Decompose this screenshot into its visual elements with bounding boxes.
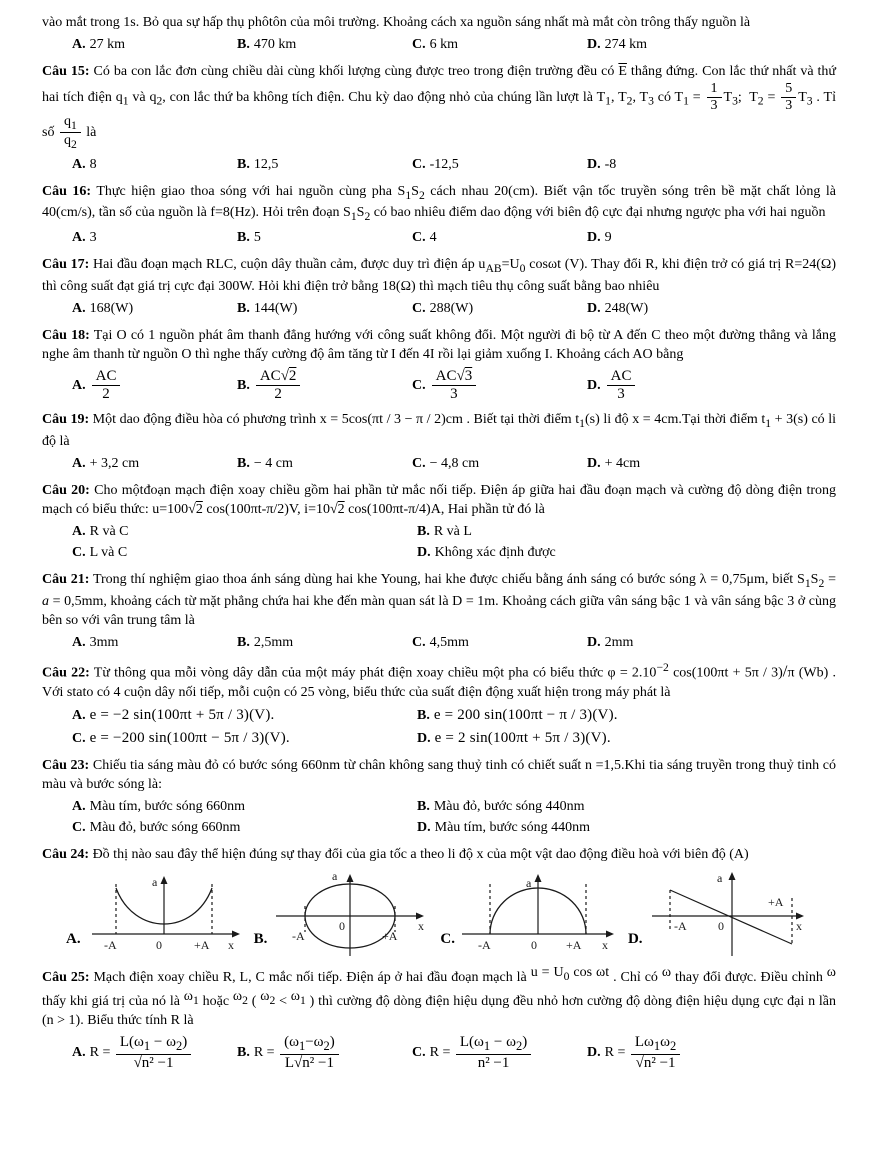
option-letter: A.: [72, 230, 86, 245]
option-letter: B.: [237, 455, 250, 471]
option-letter: D.: [417, 730, 431, 746]
option-C: [412, 34, 587, 55]
option-D: [417, 542, 836, 563]
option-letter: D.: [587, 37, 601, 53]
graph-axis-label: -A: [292, 929, 306, 944]
graph-axis-label: 0: [339, 919, 346, 934]
option-letter: C.: [412, 377, 426, 393]
graph-axis-label: a: [525, 876, 532, 891]
graph-option-A: [56, 870, 244, 956]
option-letter: A.: [72, 37, 86, 53]
option-text: 2,5mm: [253, 634, 294, 650]
option-text: $\frac{AC}{2}$: [90, 378, 123, 393]
graph-axis-label: x: [795, 919, 802, 934]
options-row: [42, 521, 836, 563]
question-15: [42, 62, 836, 175]
graph-axis-label: +A: [767, 895, 783, 910]
option-letter: B.: [417, 524, 430, 539]
option-letter: A.: [72, 455, 86, 471]
graph-option-B: [244, 870, 431, 956]
question-number: Câu 23:: [42, 758, 90, 774]
option-text: R = $\frac{L(\omega_1 - \omega_2)}{\text{n² −1}}$: [430, 1045, 534, 1060]
option-letter: B.: [237, 377, 250, 393]
graph-axis-label: 0: [155, 938, 162, 953]
option-letter: B.: [417, 708, 430, 724]
option-A: [72, 227, 237, 248]
option-text: e = −200 sin(100πt − 5π / 3)(V).: [89, 729, 290, 746]
option-text: L và C: [89, 545, 128, 560]
option-text: 12,5: [253, 156, 279, 172]
question-20: [42, 481, 836, 563]
option-text: 2mm: [604, 634, 634, 650]
graph-axis-label: x: [418, 919, 425, 934]
option-C: [72, 542, 417, 563]
option-A: [72, 298, 237, 319]
question-number: Câu 18:: [42, 327, 90, 343]
answer-graphs-row: [42, 870, 836, 956]
option-A: [72, 704, 417, 727]
option-A: [72, 154, 237, 175]
option-text: $\frac{AC√2}{2}$: [254, 378, 303, 393]
question-stem: Câu 15: Có ba con lắc đơn cùng chiều dài cùng khối lượng cùng được treo trong điện trường đều có $\overline{E}$ thẳng đứng. Con lắc thứ nhất và thứ hai tích điện $q_1$ và $q_2$, con lắc thứ ba không tích điện. Chu kỳ dao động nhỏ của chúng lần lượt là $T_1$, $T_2$, $T_3$ có $T_1$ = $\frac{1}{3}$ $T_3$; $T_2$ = $\frac{5}{3}$ $T_3$ . Tỉ số $\frac{q_1}{q_2}$ là: [42, 64, 837, 152]
option-letter: B.: [253, 931, 268, 948]
option-text: -8: [604, 156, 617, 172]
question-stem: Câu 20: Cho mộtđoạn mạch điện xoay chiều gồm hai phần tử mắc nối tiếp. Điện áp giữa hai đầu đoạn mạch và cường độ dòng điện trong mạch có biểu thức: u=100√2 cos(100πt-π/2)V, i=10√2 cos(100πt-π/4)A, Hai phần tử đó là: [42, 482, 837, 517]
option-letter: A.: [72, 708, 86, 724]
option-text: Màu tím, bước sóng 440nm: [434, 820, 590, 836]
option-letter: C.: [412, 634, 426, 650]
question-list: [42, 13, 836, 1072]
question-stem: Câu 16: Thực hiện giao thoa sóng với hai nguồn cùng pha $S_1S_2$ cách nhau 20(cm). Biết vận tốc truyền sóng trên bề mặt chất lỏng là 40(cm/s), tần số của nguồn là f=8(Hz). Hỏi trên đoạn $S_1S_2$ có bao nhiêu điểm dao động với biên độ cực đại nhưng ngược pha với hai nguồn: [42, 183, 836, 224]
option-letter: B.: [417, 799, 430, 815]
option-B: [237, 298, 412, 319]
question-number: Câu 22:: [42, 665, 90, 681]
graph-axis-label: 0: [717, 919, 724, 934]
question-stem: Câu 19: Một dao động điều hòa có phương trình x = 5cos(πt / 3 − π / 2)cm . Biết tại thời điểm $t_1(s)$ li độ x = 4cm.Tại thời điểm $t_1 + 3(s)$ có li độ là: [42, 412, 837, 449]
option-letter: D.: [587, 1045, 601, 1061]
graph-axis-label: +A: [565, 938, 582, 953]
option-D: [587, 1034, 836, 1072]
option-letter: C.: [72, 730, 86, 746]
question-25: [42, 963, 836, 1072]
option-letter: A.: [66, 931, 81, 948]
option-C: [412, 368, 587, 404]
option-text: − 4,8 cm: [429, 455, 480, 471]
options-row: [42, 227, 836, 248]
option-C: [412, 154, 587, 175]
option-A: [72, 521, 417, 542]
option-text: 3mm: [89, 634, 119, 650]
option-letter: C.: [412, 230, 426, 245]
option-letter: C.: [72, 820, 86, 836]
option-text: 168(W): [89, 300, 134, 316]
option-letter: C.: [412, 1045, 426, 1061]
option-text: Không xác định được: [434, 545, 556, 560]
option-text: 288(W): [429, 300, 474, 316]
option-text: R và C: [89, 524, 129, 539]
question-stem: Câu 23: Chiếu tia sáng màu đỏ có bước sóng 660nm từ chân không sang thuỷ tinh có chiết suất n =1,5.Khi tia sáng truyền trong thuỷ tinh có màu và bước sóng là:: [42, 758, 837, 793]
question-16: [42, 182, 836, 248]
option-D: [587, 632, 836, 653]
option-letter: C.: [72, 545, 86, 560]
options-row: [42, 453, 836, 474]
option-letter: C.: [412, 156, 426, 172]
option-text: $\frac{AC}{3}$: [605, 378, 638, 393]
option-text: 4,5mm: [429, 634, 469, 650]
question-21: [42, 570, 836, 653]
option-B: [237, 227, 412, 248]
option-A: [72, 453, 237, 474]
option-text: Màu đỏ, bước sóng 660nm: [89, 820, 241, 836]
option-letter: C.: [412, 300, 426, 316]
option-B: [237, 368, 412, 404]
question-14-continuation: [42, 13, 836, 55]
question-23: [42, 756, 836, 838]
option-A: [72, 1034, 237, 1072]
option-C: [412, 298, 587, 319]
option-letter: D.: [587, 300, 601, 316]
option-C: [412, 227, 587, 248]
question-number: Câu 16:: [42, 183, 92, 199]
question-number: Câu 17:: [42, 257, 90, 272]
option-text: 144(W): [253, 300, 298, 316]
option-B: [417, 796, 836, 817]
option-letter: D.: [587, 230, 601, 245]
option-letter: C.: [412, 37, 426, 53]
option-B: [417, 704, 836, 727]
option-letter: B.: [237, 634, 250, 650]
option-text: e = 2 sin(100πt + 5π / 3)(V).: [434, 729, 611, 746]
option-text: e = 200 sin(100πt − π / 3)(V).: [433, 707, 618, 724]
option-B: [237, 34, 412, 55]
option-letter: B.: [237, 230, 250, 245]
option-letter: A.: [72, 524, 86, 539]
option-letter: D.: [587, 634, 601, 650]
question-stem: Câu 22: Từ thông qua mỗi vòng dây dẫn của một máy phát điện xoay chiều một pha có biểu thức $\varphi = 2.10^{-2}$ cos(100πt + 5π / 3)/π (Wb) . Với stato có 4 cuộn dây nối tiếp, mỗi cuộn có 25 vòng, biểu thức của suất điện động xuất hiện trong máy phát là: [42, 660, 836, 701]
option-B: [417, 521, 836, 542]
option-letter: D.: [417, 820, 431, 836]
question-stem: Câu 24: Đồ thị nào sau đây thể hiện đúng sự thay đổi của gia tốc a theo li độ x của một vật dao động điều hoà với biên độ (A): [42, 847, 749, 863]
question-18: [42, 326, 836, 404]
option-B: [237, 1034, 412, 1072]
option-C: [72, 727, 417, 750]
option-text: − 4 cm: [253, 455, 293, 471]
option-letter: D.: [627, 931, 643, 948]
option-A: [72, 34, 237, 55]
option-letter: A.: [72, 799, 86, 815]
graph-axis-label: -A: [477, 938, 491, 953]
options-row: [42, 298, 836, 319]
option-text: Màu đỏ, bước sóng 440nm: [433, 799, 585, 815]
question-number: Câu 20:: [42, 482, 90, 498]
option-C: [412, 1034, 587, 1072]
option-text: 3: [89, 230, 97, 245]
graph-axis-label: -A: [673, 919, 687, 934]
option-text: 6 km: [429, 37, 459, 53]
option-letter: B.: [237, 37, 250, 53]
graph-axis-label: +A: [382, 929, 398, 944]
option-letter: B.: [237, 156, 250, 172]
option-letter: D.: [587, 455, 601, 471]
graph-axis-label: +A: [193, 938, 210, 953]
question-number: Câu 25:: [42, 970, 90, 986]
question-stem: Câu 17: Hai đầu đoạn mạch RLC, cuộn dây thuần cảm, được duy trì điện áp $u_{AB}=U_0$ cosωt (V). Thay đổi R, khi điện trở có giá trị R=24(Ω) thì công suất đạt giá trị cực đại 300W. Hỏi khi điện trở bằng 18(Ω) thì mạch tiêu thụ công suất bằng bao nhiêu: [42, 257, 836, 294]
question-17: [42, 255, 836, 319]
option-text: R = $\frac{L(\omega_1 - \omega_2)}{\text{√n² −1}}$: [90, 1045, 194, 1060]
option-D: [417, 727, 836, 750]
option-text: + 4cm: [604, 455, 641, 471]
option-C: [412, 453, 587, 474]
options-row: [42, 1034, 836, 1072]
option-text: 27 km: [89, 37, 126, 53]
question-stem: Câu 25: Mạch điện xoay chiều R, L, C mắc nối tiếp. Điện áp ở hai đầu đoạn mạch là $u = U_0$ cos ωt . Chỉ có ω thay đổi được. Điều chỉnh ω thấy khi giá trị của nó là $\omega_1$ hoặc $\omega_2$ ( $\omega_2 < \omega_1$ ) thì cường độ dòng điện hiệu dụng đều nhỏ hơn cường độ dòng điện hiệu dụng cực đại n lần (n > 1). Biểu thức tính R là: [42, 965, 837, 1029]
graph-option-C: [430, 870, 618, 956]
question-number: Câu 24:: [42, 847, 90, 863]
option-letter: B.: [237, 300, 250, 316]
option-text: + 3,2 cm: [89, 455, 140, 471]
question-22: [42, 660, 836, 750]
option-text: R = $\frac{L\omega_1\omega_2}{\text{√n² −1}}$: [605, 1045, 683, 1060]
option-A: [72, 368, 237, 404]
dome-graph: [456, 870, 618, 956]
question-stem: Câu 18: Tại O có 1 nguồn phát âm thanh đẳng hướng với công suất không đổi. Một người đi bộ từ A đến C theo một đường thẳng và lắng nghe âm thanh từ nguồn O thì nghe thấy cường độ âm tăng từ I đến 4I rồi lại giảm xuống I. Khoảng cách AO bằng: [42, 327, 836, 362]
option-letter: A.: [72, 1045, 86, 1061]
graph-axis-label: a: [332, 870, 338, 884]
option-D: [417, 817, 836, 838]
option-text: 9: [604, 230, 612, 245]
option-D: [587, 154, 836, 175]
option-D: [587, 298, 836, 319]
option-letter: A.: [72, 634, 86, 650]
option-text: Màu tím, bước sóng 660nm: [89, 799, 245, 815]
options-row: [42, 34, 836, 55]
option-text: 8: [89, 156, 97, 172]
options-row: [42, 704, 836, 749]
option-text: -12,5: [429, 156, 459, 172]
option-A: [72, 632, 237, 653]
option-letter: D.: [417, 545, 431, 560]
option-letter: B.: [237, 1045, 250, 1061]
option-text: 274 km: [604, 37, 648, 53]
graph-axis-label: a: [716, 871, 722, 886]
option-B: [237, 632, 412, 653]
option-C: [72, 817, 417, 838]
graph-axis-label: -A: [103, 938, 117, 953]
graph-option-D: [618, 870, 806, 956]
option-D: [587, 368, 836, 404]
option-A: [72, 796, 417, 817]
option-B: [237, 453, 412, 474]
options-row: [42, 154, 836, 175]
question-stem: Câu 21: Trong thí nghiệm giao thoa ánh sáng dùng hai khe Young, hai khe được chiếu bằng ánh sáng có bước sóng λ = 0,75μm, biết $S_1S_2 = a = 0,5mm$, khoảng cách từ mặt phẳng chứa hai khe đến màn quan sát là D = 1m. Khoảng cách giữa vân sáng bậc 1 và vân sáng bậc 3 ở cùng bên so với vân trung tâm là: [42, 572, 836, 628]
option-B: [237, 154, 412, 175]
graph-axis-label: 0: [530, 938, 537, 953]
option-letter: C.: [440, 931, 455, 948]
option-text: 248(W): [604, 300, 649, 316]
option-letter: D.: [587, 156, 601, 172]
option-text: 4: [429, 230, 437, 245]
question-number: Câu 15:: [42, 64, 90, 80]
question-number: Câu 21:: [42, 572, 90, 587]
parabola-graph: [82, 870, 244, 956]
graph-axis-label: a: [151, 875, 157, 890]
ellipse-graph: [268, 870, 430, 956]
option-text: e = −2 sin(100πt + 5π / 3)(V).: [89, 707, 275, 724]
option-letter: A.: [72, 377, 86, 393]
options-row: [42, 368, 836, 404]
question-number: Câu 19:: [42, 412, 90, 428]
option-D: [587, 34, 836, 55]
question-stem: vào mắt trong 1s. Bỏ qua sự hấp thụ phôtôn của môi trường. Khoảng cách xa nguồn sáng nhất mà mắt còn trông thấy nguồn là: [42, 15, 751, 30]
option-letter: A.: [72, 156, 86, 172]
option-text: 5: [253, 230, 261, 245]
options-row: [42, 796, 836, 838]
option-text: R = $\frac{(\omega_1-\omega_2)}{\text{L√n² −1}}$: [254, 1045, 341, 1060]
option-text: R và L: [433, 524, 472, 539]
option-C: [412, 632, 587, 653]
option-letter: D.: [587, 377, 601, 393]
question-24: [42, 845, 836, 956]
option-letter: A.: [72, 300, 86, 316]
option-text: $\frac{AC√3}{3}$: [430, 378, 479, 393]
options-row: [42, 632, 836, 653]
graph-axis-label: x: [601, 938, 608, 953]
option-text: 470 km: [253, 37, 297, 53]
line-graph: [644, 870, 806, 956]
graph-axis-label: x: [227, 938, 234, 953]
question-19: [42, 410, 836, 474]
option-letter: C.: [412, 455, 426, 471]
option-D: [587, 227, 836, 248]
option-D: [587, 453, 836, 474]
